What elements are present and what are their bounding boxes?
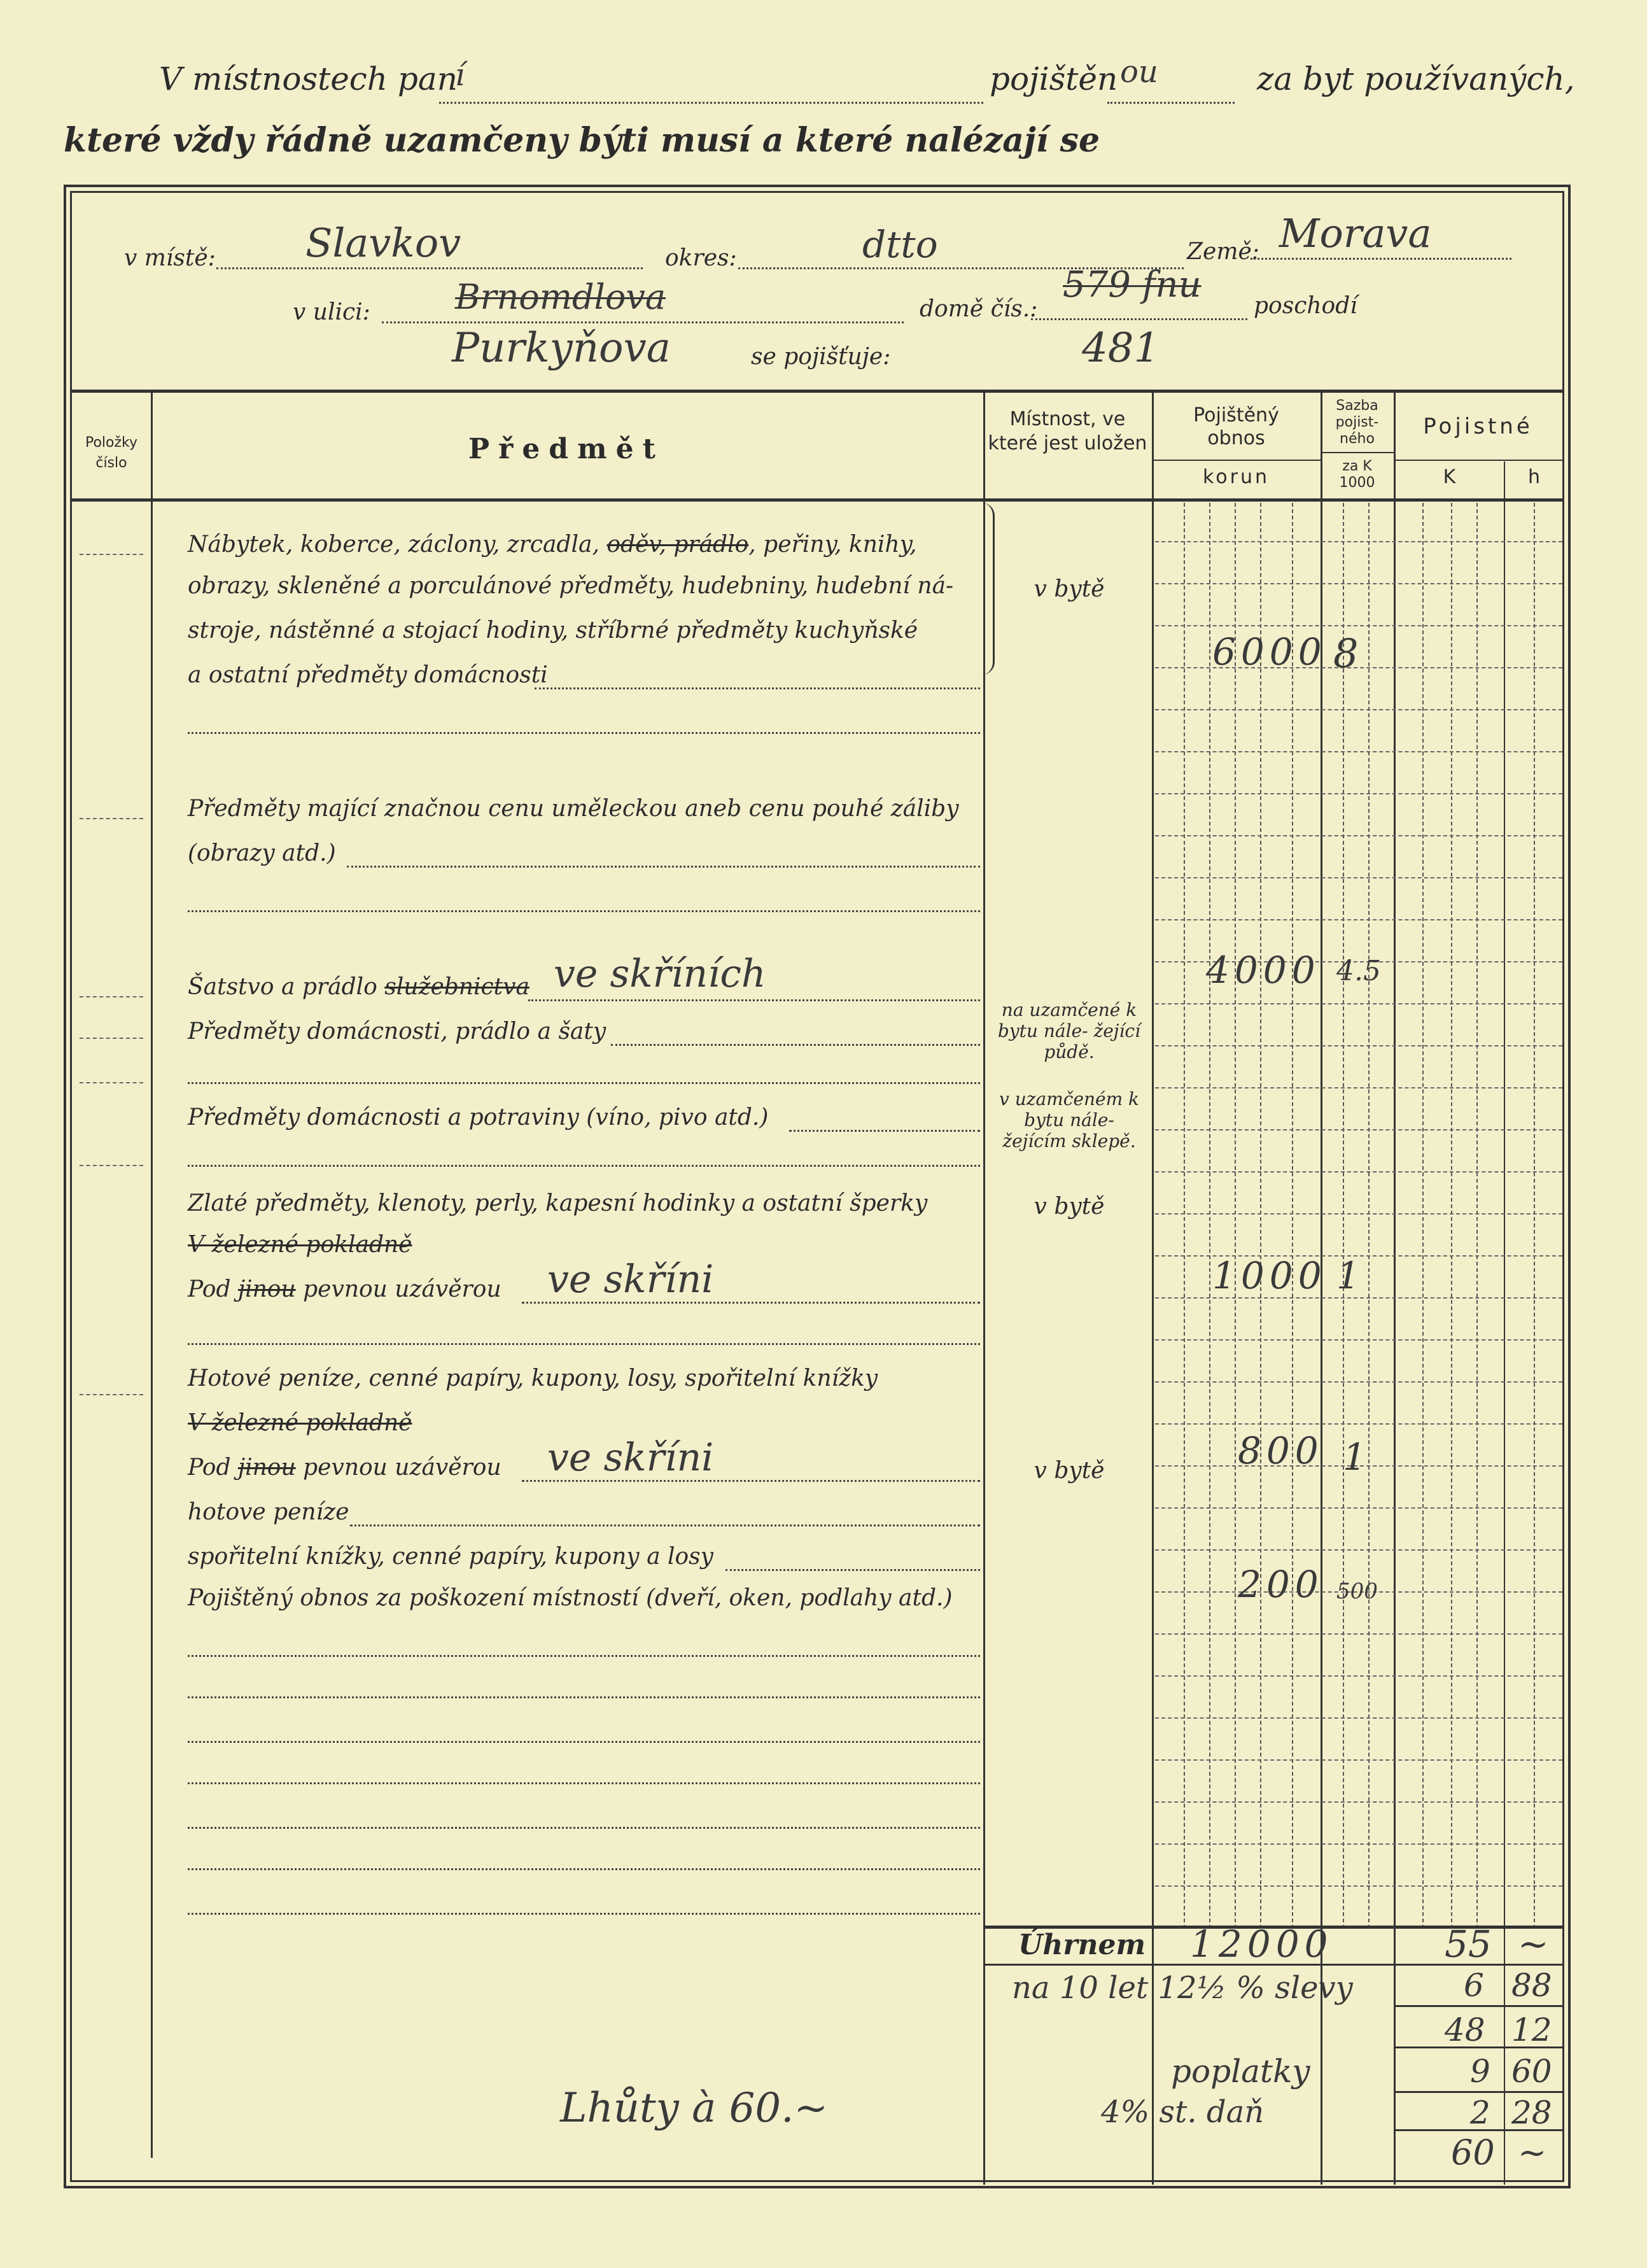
r9-dotline <box>725 1569 980 1571</box>
empty-dotline-6 <box>188 1868 980 1870</box>
discount-h: 88 <box>1511 1967 1552 2004</box>
header-text-c: za byt používaných, <box>1257 60 1575 97</box>
header-hand-b: ou <box>1120 54 1158 90</box>
k-header: K <box>1443 466 1456 488</box>
r10-amount: 200 <box>1238 1563 1324 1606</box>
grid-v11 <box>1534 503 1535 1929</box>
fees-k: 9 <box>1470 2053 1490 2090</box>
grid-h-line <box>1155 1129 1562 1130</box>
zeme-value: Morava <box>1279 210 1432 257</box>
obnos-header: Pojištěný obnos <box>1193 404 1279 449</box>
r4-dotline <box>611 1044 980 1046</box>
table-top-rule <box>70 390 1562 393</box>
installments-note: Lhůty à 60.~ <box>560 2085 829 2132</box>
grid-h-line <box>1155 1087 1562 1088</box>
grid-v10 <box>1476 503 1478 1929</box>
empty-dotline-3 <box>188 1741 980 1743</box>
h-header: h <box>1527 466 1540 488</box>
misto-value: Slavkov <box>305 220 461 266</box>
r7-room: v bytě <box>1034 1458 1105 1484</box>
col-rule-1 <box>151 390 153 2158</box>
r5-dotline <box>789 1130 980 1132</box>
r10-rate: 500 <box>1336 1579 1378 1604</box>
okres-label: okres: <box>665 245 737 271</box>
polozky-sep-4 <box>80 1038 143 1039</box>
grid-h-line <box>1155 541 1562 542</box>
r7b-dotline <box>522 1480 980 1482</box>
polozky-sep-3 <box>80 996 143 997</box>
pojistuje-value: 481 <box>1082 325 1160 372</box>
mistnost-header: Místnost, ve které jest uložen <box>988 408 1147 454</box>
r6b-dotline <box>522 1302 980 1304</box>
grid-v9 <box>1451 503 1452 1929</box>
r1-line2: obrazy, skleněné a porculánové předměty, hudebniny, hudební ná- <box>188 573 954 599</box>
header-dotline-b <box>1107 102 1235 104</box>
r1-line1-b: , peřiny, knihy, <box>748 532 917 558</box>
polozky-sep-2 <box>80 818 143 819</box>
grid-v7 <box>1368 503 1370 1929</box>
grid-v3 <box>1235 503 1236 1929</box>
r2-dotline <box>347 866 980 868</box>
grid-h-line <box>1155 1171 1562 1173</box>
header-text-a: V místnostech pan <box>159 60 458 97</box>
col-rule-3 <box>1152 390 1154 2185</box>
final-h: ~ <box>1518 2132 1547 2173</box>
r6b-text-b: pevnou uzávěrou <box>303 1276 501 1302</box>
r3-rate: 4.5 <box>1336 955 1381 987</box>
r7b-line <box>188 1454 501 1481</box>
r6-line: Zlaté předměty, klenoty, perly, kapesní hodinky a ostatní šperky <box>188 1190 928 1216</box>
okres-value: dtto <box>862 223 938 266</box>
polozky-header: Položky číslo <box>85 435 138 471</box>
tax-label: 4% st. daň <box>1101 2094 1265 2130</box>
final-k: 60 <box>1451 2132 1495 2173</box>
header-hand-a: í <box>455 57 465 93</box>
pojistne-header: Pojistné <box>1423 414 1533 439</box>
r1-line1 <box>188 532 917 558</box>
r7b-text-a: Pod <box>188 1454 231 1481</box>
r4-room: na uzamčené k bytu nále- žející půdě. <box>997 999 1141 1062</box>
r2-line2: (obrazy atd.) <box>188 840 336 866</box>
ulice-dotline <box>382 321 904 323</box>
table-header-bottom-rule <box>70 498 1562 502</box>
polozky-sep-7 <box>80 1394 143 1395</box>
subheader-rule-c <box>1394 460 1562 461</box>
grid-h-line <box>1155 709 1562 710</box>
r4-dotline-b <box>188 1082 980 1084</box>
grid-h-line <box>1155 1759 1562 1761</box>
r6b-line <box>188 1276 501 1302</box>
r3-dotline <box>528 999 980 1001</box>
discount-label: na 10 let 12½ % slevy <box>1012 1970 1353 2006</box>
ulice-new: Purkyňova <box>452 325 671 372</box>
grid-h-line <box>1155 1423 1562 1425</box>
r6-room: v bytě <box>1034 1194 1105 1220</box>
grid-h-line <box>1155 1843 1562 1845</box>
r6b-strike: jinou <box>237 1276 296 1302</box>
r1-line1-strike: oděv, prádlo <box>606 532 749 558</box>
grid-v4 <box>1260 503 1261 1929</box>
grid-h-line <box>1155 1507 1562 1509</box>
grid-v2 <box>1209 503 1210 1929</box>
uhrnem-label: Úhrnem <box>1018 1929 1146 1961</box>
header-text-b: pojištěn <box>990 60 1118 97</box>
r1-line3: stroje, nástěnné a stojací hodiny, stříbrné předměty kuchyňské <box>188 617 918 644</box>
fees-h: 60 <box>1511 2053 1552 2090</box>
discount-k: 6 <box>1464 1967 1484 2004</box>
grid-v6 <box>1343 503 1344 1929</box>
grid-v5 <box>1292 503 1293 1929</box>
r2-dotline-b <box>188 910 980 912</box>
r3-strike: služebnictva <box>384 974 529 1000</box>
dome-dotline <box>1031 318 1247 320</box>
dome-old: 579 fnu <box>1063 264 1202 306</box>
zeme-dotline <box>1251 258 1511 260</box>
r7-strike: V železné pokladně <box>188 1410 412 1436</box>
empty-dotline-7 <box>188 1913 980 1915</box>
r7b-text-b: pevnou uzávěrou <box>303 1454 501 1481</box>
grid-h-line <box>1155 1675 1562 1677</box>
grid-h-line <box>1155 835 1562 836</box>
sub-h: 12 <box>1511 2011 1552 2048</box>
grid-h-line <box>1155 1003 1562 1004</box>
grid-h-line <box>1155 1885 1562 1887</box>
r7b-strike: jinou <box>237 1454 296 1481</box>
total-h: ~ <box>1518 1922 1549 1966</box>
header-line2: které vždy řádně uzamčeny býti musí a které nalézají se <box>64 121 1100 160</box>
r1-room: v bytě <box>1034 576 1105 602</box>
r5-line: Předměty domácnosti a potraviny (víno, pivo atd.) <box>188 1104 769 1130</box>
empty-dotline-1 <box>188 1655 980 1657</box>
grid-h-line <box>1155 877 1562 878</box>
r6b-hand: ve skříni <box>547 1257 714 1302</box>
grid-h-line <box>1155 919 1562 920</box>
grid-h-line <box>1155 1717 1562 1719</box>
polozky-sep-5 <box>80 1082 143 1083</box>
grid-h-line <box>1155 1339 1562 1341</box>
r7b-hand: ve skříni <box>547 1435 714 1480</box>
r7-amount: 800 <box>1238 1429 1324 1472</box>
sazba-header: Sazba pojist- ného <box>1335 398 1379 447</box>
r6b-text-a: Pod <box>188 1276 231 1302</box>
col-rule-5 <box>1394 390 1396 2185</box>
r7-line: Hotové peníze, cenné papíry, kupony, losy, spořitelní knížky <box>188 1365 878 1391</box>
r3-text-a: Šatstvo a prádlo <box>188 974 377 1000</box>
empty-dotline-2 <box>188 1696 980 1698</box>
grid-v8 <box>1422 503 1424 1929</box>
r6-strike: V železné pokladně <box>188 1232 412 1258</box>
r5-room: v uzamčeném k bytu nále- žejícím sklepě. <box>999 1088 1140 1152</box>
r3-hand: ve skříních <box>554 952 766 996</box>
grid-h-line <box>1155 1213 1562 1215</box>
predmet-header: Předmět <box>468 433 664 465</box>
totals-rule-5 <box>1394 2091 1562 2093</box>
r8-line: hotove peníze <box>188 1499 349 1525</box>
fees-label: poplatky <box>1171 2053 1310 2090</box>
poschodi-label: poschodí <box>1254 293 1357 319</box>
r1-dotline <box>535 687 980 689</box>
r1-dotline-b <box>188 732 980 734</box>
grid-h-line <box>1155 625 1562 626</box>
misto-dotline <box>216 267 643 269</box>
total-k: 55 <box>1445 1922 1492 1966</box>
grid-h-line <box>1155 1633 1562 1635</box>
grid-h-line <box>1155 1549 1562 1551</box>
empty-dotline-5 <box>188 1827 980 1829</box>
r1-line4: a ostatní předměty domácnosti <box>188 662 548 688</box>
subheader-rule-b <box>1321 452 1394 453</box>
r6-dotline-b <box>188 1343 980 1345</box>
empty-dotline-4 <box>188 1782 980 1784</box>
r1-amount: 6000 <box>1212 630 1327 673</box>
header-dotline-a <box>439 102 983 104</box>
totals-rule-3 <box>1394 2005 1562 2007</box>
r6-rate: 1 <box>1336 1254 1360 1297</box>
r4-line: Předměty domácnosti, prádlo a šaty <box>188 1018 606 1045</box>
r2-line1: Předměty mající značnou cenu uměleckou aneb cenu pouhé záliby <box>188 796 959 822</box>
grid-h-line <box>1155 1381 1562 1383</box>
r3-line <box>188 974 529 1000</box>
tax-h: 28 <box>1511 2094 1552 2131</box>
pojistuje-label: se pojišťuje: <box>751 344 891 370</box>
ulice-label: v ulici: <box>293 299 370 325</box>
r7-rate: 1 <box>1343 1435 1366 1479</box>
r10-line: Pojištěný obnos za poškození místností (dveří, oken, podlahy atd.) <box>188 1585 953 1611</box>
grid-h-line <box>1155 1045 1562 1046</box>
grid-h-line <box>1155 1801 1562 1803</box>
r1-line1-a: Nábytek, koberce, záclony, zrcadla, <box>188 532 599 558</box>
grid-h-line <box>1155 1297 1562 1299</box>
sub-k: 48 <box>1445 2011 1485 2048</box>
polozky-sep-6 <box>80 1165 143 1166</box>
ulice-old: Brnomdlova <box>455 277 666 317</box>
r6-amount: 1000 <box>1212 1254 1327 1297</box>
r9-line: spořitelní knížky, cenné papíry, kupony a losy <box>188 1544 713 1570</box>
r1-rate: 8 <box>1333 630 1359 677</box>
r5-dotline-b <box>188 1165 980 1167</box>
r8-dotline <box>350 1525 980 1526</box>
total-amount: 12000 <box>1190 1922 1333 1966</box>
polozky-sep-1 <box>80 554 143 555</box>
zeme-label: Země: <box>1187 239 1259 265</box>
subheader-rule-a <box>1152 460 1321 461</box>
grid-v1 <box>1184 503 1185 1929</box>
misto-label: v místě: <box>124 245 216 271</box>
za-header: za K 1000 <box>1339 458 1375 491</box>
grid-h-line <box>1155 751 1562 752</box>
korun-header: korun <box>1202 466 1270 488</box>
grid-h-line <box>1155 793 1562 794</box>
tax-k: 2 <box>1470 2094 1490 2131</box>
grid-h-line <box>1155 583 1562 584</box>
dome-label: domě čís.: <box>920 296 1038 322</box>
r3-amount: 4000 <box>1206 948 1321 992</box>
